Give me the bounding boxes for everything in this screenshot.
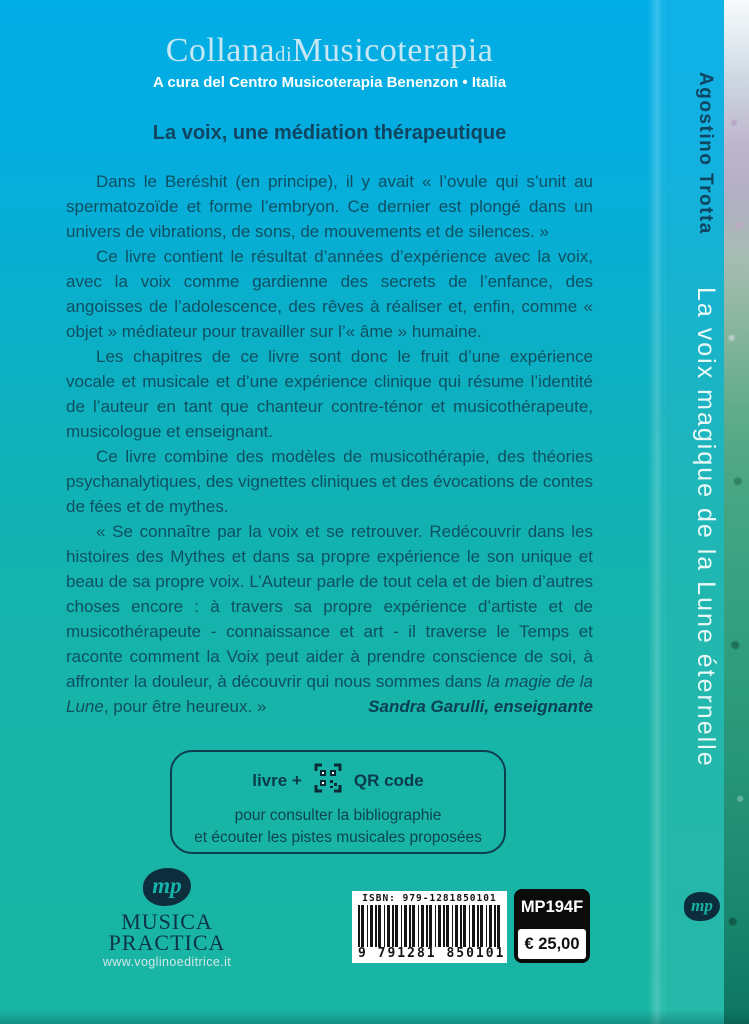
- price-tag: [514, 889, 590, 963]
- back-cover-heading: La voix, une médiation thérapeutique: [152, 122, 507, 144]
- qr-sub-line-2: et écouter les pistes musicales proposées: [194, 829, 482, 846]
- qr-info-row: [172, 762, 504, 799]
- price-value: € 25,00: [524, 934, 580, 953]
- quote-italic-title: la magie de la Lune: [66, 672, 594, 716]
- product-code: MP194F: [520, 898, 584, 916]
- qr-code-label: QR code: [353, 770, 424, 790]
- livre-plus-label: livre +: [252, 770, 302, 790]
- synopsis-paragraph-4: Ce livre combine des modèles de musicothérapie, des théories psychanalytiques, des vignettes cliniques et des évocations de contes de fées et de mythes.: [66, 447, 593, 516]
- synopsis-paragraph-3: Les chapitres de ce livre sont donc le fruit d’une expérience vocale et musicale et d’une expérience clinique qui résume l’identité de l’auteur en tant que chanteur contre-ténor et musicothérapeute, musicologue et enseignant.: [66, 347, 593, 441]
- isbn-label: ISBN: 979-1281850101: [362, 893, 497, 904]
- bottom-edge-shadow: [0, 1010, 749, 1024]
- quote-text: « Se connaître par la voix et se retrouver. Redécouvrir dans les histoires des Mythes et dans sa propre expérience le son unique et beau de sa propre voix. L’Auteur parle de tout cela et de bien d’autres choses encore : à travers sa propre expérience d’artiste et de musicothérapeute - connaissance et art - il traverse le Temps et raconte comment la Voix peut aider à prendre conscience de soi, à affronter la douleur, à découvrir qui nous sommes dans: [66, 522, 593, 691]
- series-title-part1: Collana: [165, 32, 275, 69]
- quote-closing: , pour être heureux. »: [103, 697, 267, 716]
- series-title: [66, 34, 593, 68]
- barcode-bars-icon: [358, 905, 501, 947]
- series-title-part2: di: [274, 42, 293, 66]
- publisher-website: www.voglinoeditrice.it: [102, 955, 232, 969]
- synopsis-text: [66, 169, 593, 719]
- qr-code-icon: [312, 762, 344, 799]
- quote-attribution: Sandra Garulli, enseignante: [368, 697, 593, 716]
- barcode-digits: 9 791281 850101: [358, 946, 506, 961]
- publisher-block: [92, 868, 242, 969]
- synopsis-paragraph-1: Dans le Beréshit (en principe), il y avait « l’ovule qui s’unit au spermatozoïde et forme l’embryon. Ce dernier est plongé dans un univers de vibrations, de sons, de mouvements et de silences. »: [66, 172, 593, 241]
- back-cover-content: [66, 34, 593, 719]
- price-box: [518, 929, 586, 959]
- publisher-monogram: mp: [152, 873, 182, 898]
- series-title-part3: Musicoterapia: [292, 32, 494, 69]
- qr-sub-line-1: pour consulter la bibliographie: [234, 807, 442, 824]
- barcode: [352, 891, 507, 963]
- front-cover-photo-edge: [724, 0, 749, 1024]
- publisher-name-line2: PRACTICA: [108, 930, 226, 955]
- synopsis-quote: [66, 519, 593, 719]
- qr-info-box: [170, 750, 506, 854]
- publisher-name-line1: MUSICA: [121, 909, 213, 934]
- series-subtitle: A cura del Centro Musicoterapia Benenzon • Italia: [152, 74, 507, 91]
- spine-title: La voix magique de la Lune éternelle: [692, 287, 720, 768]
- spine-author: Agostino Trotta: [695, 72, 716, 235]
- publisher-logo-icon: [143, 868, 191, 906]
- spine-publisher-monogram: mp: [691, 895, 713, 915]
- synopsis-paragraph-2: Ce livre contient le résultat d’années d’expérience avec la voix, avec la voix comme gardienne des secrets de l’enfance, des angoisses de l’adolescence, des rêves à réaliser et, enfin, comme « objet » médiateur pour travailler sur l’« âme » humaine.: [66, 247, 593, 341]
